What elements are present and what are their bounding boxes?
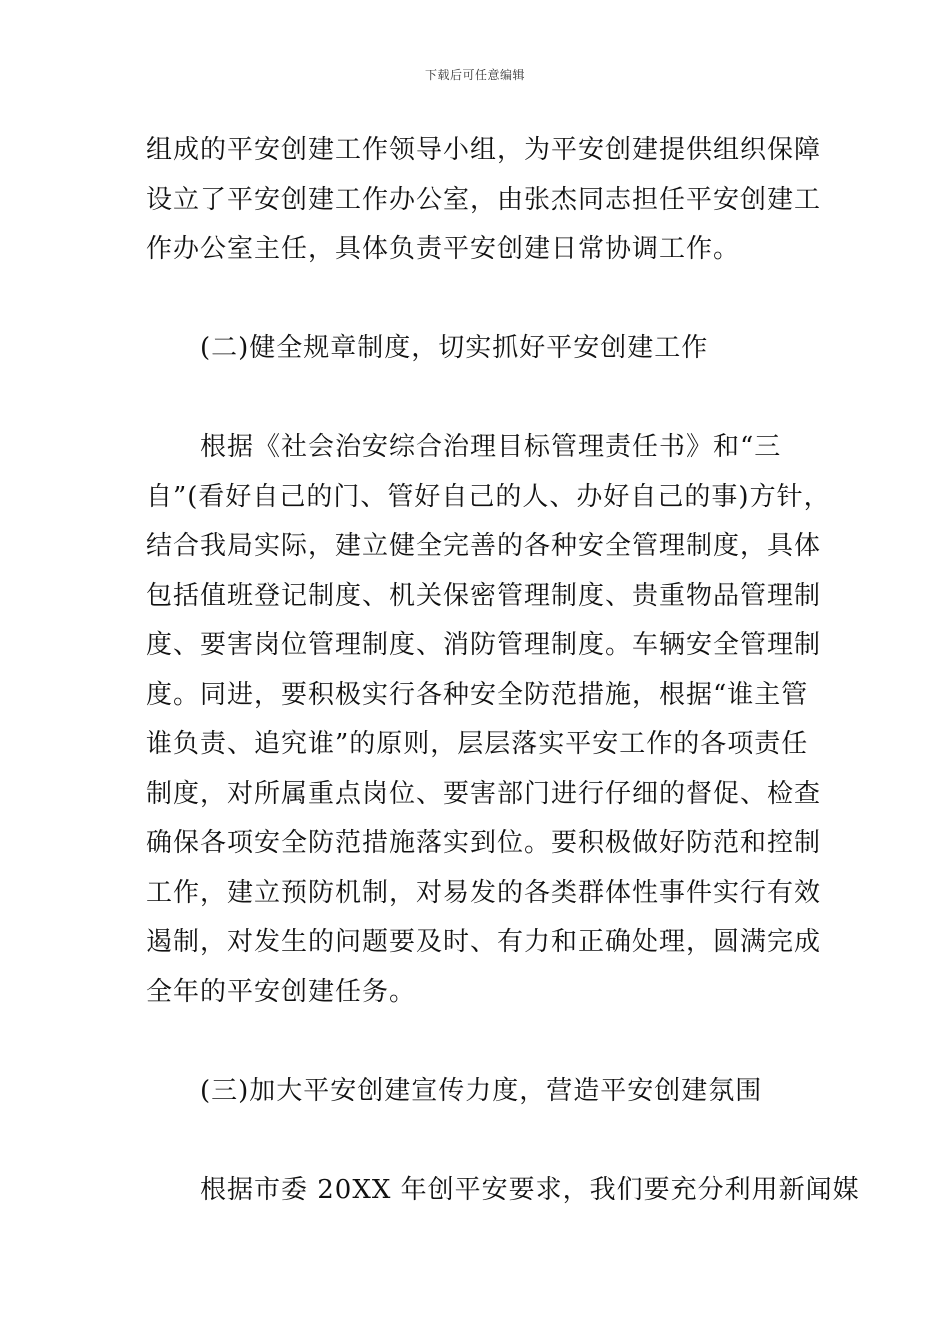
text-line: 结合我局实际，建立健全完善的各种安全管理制度，具体	[146, 531, 822, 561]
text-line: 组成的平安创建工作领导小组，为平安创建提供组织保障	[146, 135, 822, 165]
text-line: 工作，建立预防机制，对易发的各类群体性事件实行有效	[146, 877, 822, 908]
paragraph-organization	[146, 126, 822, 275]
document-body	[146, 126, 860, 1215]
text-line: 遏制，对发生的问题要及时、有力和正确处理，圆满完成	[146, 927, 822, 957]
text-line: 谁负责、追究谁”的原则，层层落实平安工作的各项责任	[146, 729, 809, 759]
paragraph-publicity	[146, 1166, 860, 1216]
section-heading-2	[146, 324, 816, 374]
paragraph-spacer	[146, 374, 816, 424]
heading-text: (二)健全规章制度，切实抓好平安创建工作	[200, 333, 709, 363]
text-line: 作办公室主任，具体负责平安创建日常协调工作。	[146, 234, 741, 264]
text-line: 度。同进，要积极实行各种安全防范措施，根据“谁主管	[146, 679, 809, 710]
page-header-note: 下载后可任意编辑	[424, 68, 525, 82]
paragraph-spacer	[146, 275, 816, 325]
heading-text: (三)加大平安创建宣传力度，营造平安创建氛围	[200, 1075, 763, 1106]
paragraph-regulations	[146, 423, 831, 1017]
text-line: 全年的平安创建任务。	[146, 976, 417, 1007]
text-line: 设立了平安创建工作办公室，由张杰同志担任平安创建工	[146, 184, 822, 215]
paragraph-spacer	[146, 1116, 816, 1166]
text-line: 自”(看好自己的门、管好自己的人、办好自己的事)方针，	[146, 481, 831, 512]
text-line: 根据市委 20XX 年创平安要求，我们要充分利用新闻媒	[200, 1174, 860, 1205]
section-heading-3	[146, 1067, 816, 1117]
text-line: 度、要害岗位管理制度、消防管理制度。车辆安全管理制	[146, 630, 822, 660]
text-line: 确保各项安全防范措施落实到位。要积极做好防范和控制	[146, 828, 822, 858]
text-line: 制度，对所属重点岗位、要害部门进行仔细的督促、检查	[146, 778, 822, 809]
text-line: 根据《社会治安综合治理目标管理责任书》和“三	[200, 432, 782, 462]
text-line: 包括值班登记制度、机关保密管理制度、贵重物品管理制	[146, 580, 822, 611]
paragraph-spacer	[146, 1017, 816, 1067]
